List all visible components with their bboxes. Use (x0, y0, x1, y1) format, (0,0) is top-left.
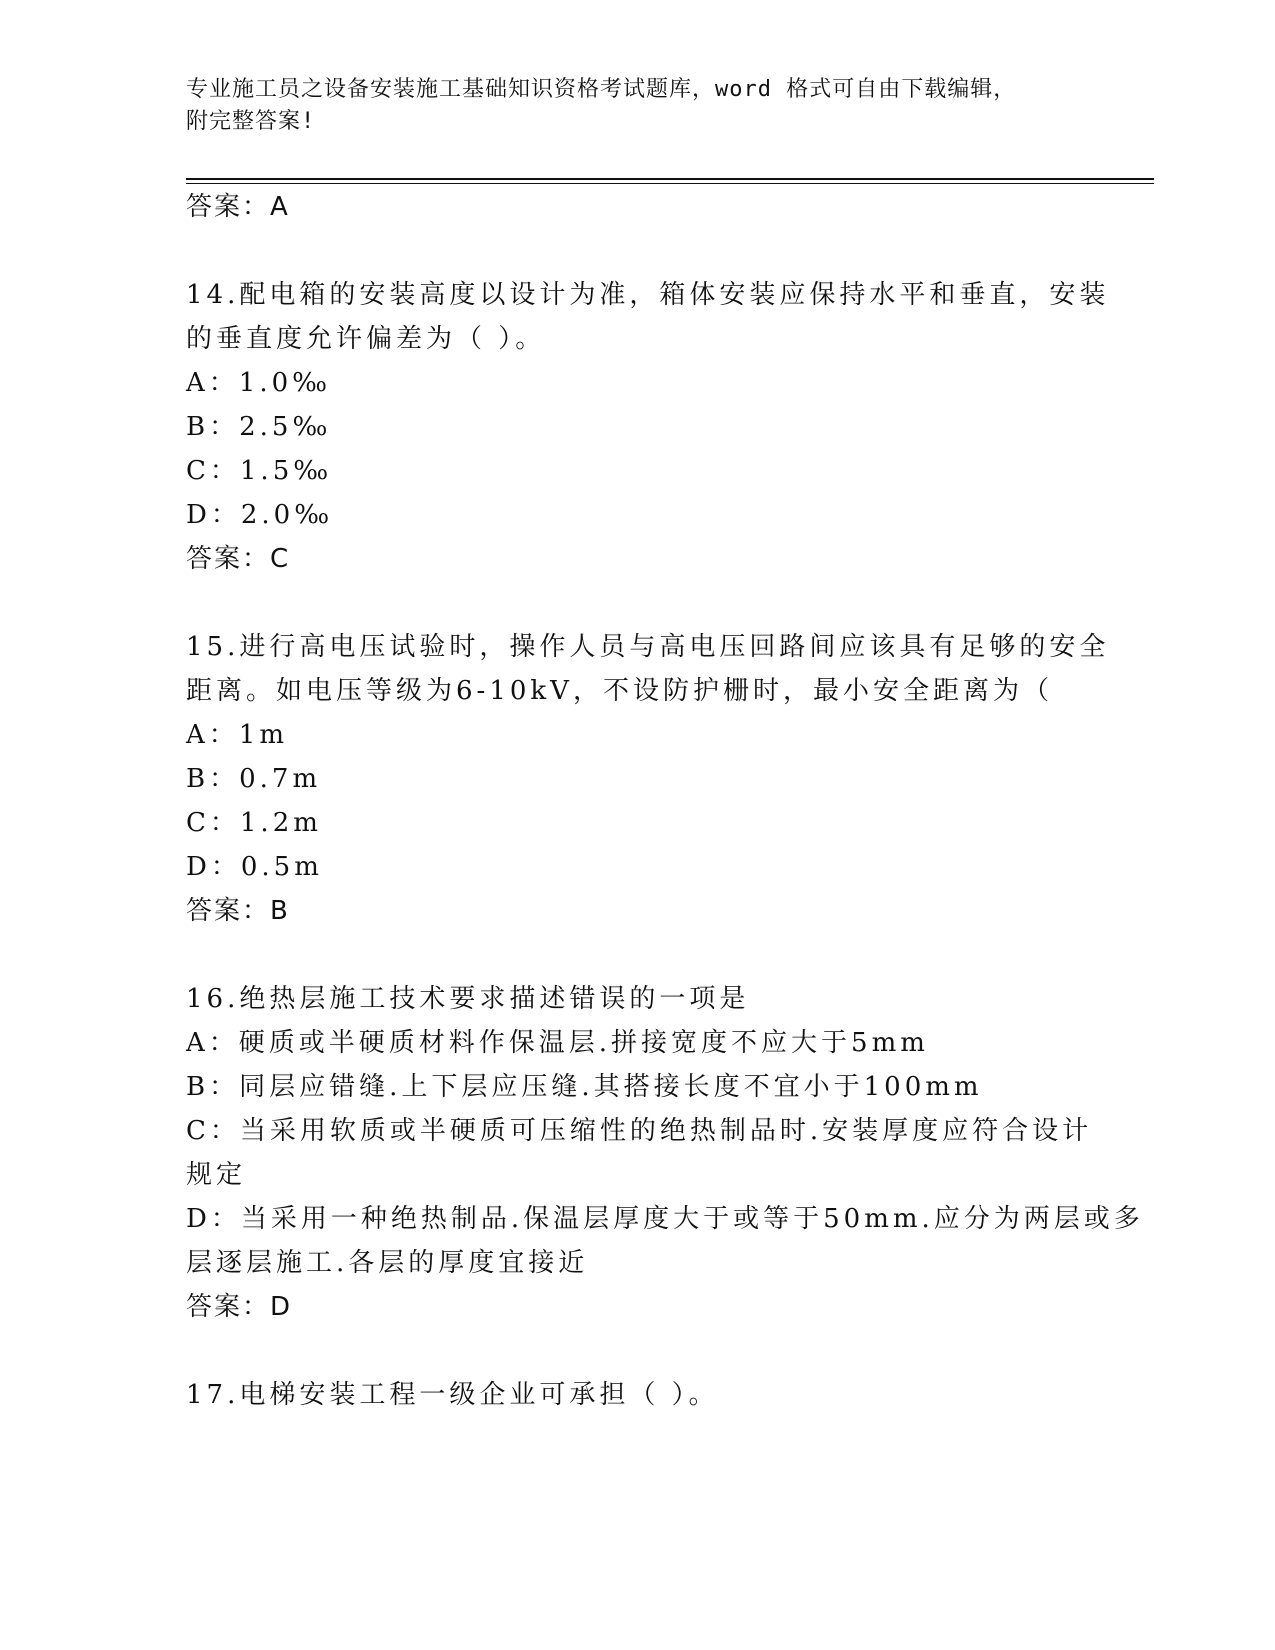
q14-stem-line-1: 14.配电箱的安装高度以设计为准，箱体安装应保持水平和垂直，安装 (186, 280, 1110, 310)
q15-option-d: D：0.5m (186, 852, 323, 882)
q15-answer: 答案：B (186, 896, 290, 926)
previous-answer: 答案：A (186, 192, 290, 222)
q16-option-d-line-1: D：当采用一种绝热制品.保温层厚度大于或等于50mm.应分为两层或多 (186, 1204, 1144, 1234)
q16-option-c-line-2: 规定 (186, 1160, 247, 1190)
q16-option-a: A：硬质或半硬质材料作保温层.拼接宽度不应大于5mm (186, 1028, 929, 1058)
page-header (186, 74, 1086, 138)
q16-option-c-line-1: C：当采用软质或半硬质可压缩性的绝热制品时.安装厚度应符合设计 (186, 1116, 1093, 1146)
header-line-1: 专业施工员之设备安装施工基础知识资格考试题库，word 格式可自由下载编辑， (186, 77, 1017, 102)
q14-answer: 答案：C (186, 544, 291, 574)
q14-stem-line-2: 的垂直度允许偏差为（ ）。 (186, 324, 546, 354)
header-rule-thin (186, 183, 1154, 184)
q16-answer: 答案：D (186, 1292, 293, 1322)
q15-stem-line-1: 15.进行高电压试验时，操作人员与高电压回路间应该具有足够的安全 (186, 632, 1110, 662)
q15-option-b: B：0.7m (186, 764, 322, 794)
q14-option-c: C：1.5‰ (186, 456, 333, 486)
q16-option-d-line-2: 层逐层施工.各层的厚度宜接近 (186, 1248, 589, 1278)
q17-stem-line-1: 17.电梯安装工程一级企业可承担（ ）。 (186, 1380, 719, 1410)
q16-option-b: B：同层应错缝.上下层应压缝.其搭接长度不宜小于100mm (186, 1072, 983, 1102)
header-rule-thick (186, 178, 1154, 180)
q16-stem-line-1: 16.绝热层施工技术要求描述错误的一项是 (186, 984, 750, 1014)
header-line-2: 附完整答案! (186, 109, 316, 134)
q14-option-a: A：1.0‰ (186, 368, 332, 398)
q14-option-d: D：2.0‰ (186, 500, 334, 530)
q14-option-b: B：2.5‰ (186, 412, 332, 442)
q15-option-c: C：1.2m (186, 808, 322, 838)
q15-option-a: A：1m (186, 720, 288, 750)
q15-stem-line-2: 距离。如电压等级为6-10kV，不设防护栅时，最小安全距离为（ (186, 676, 1053, 706)
